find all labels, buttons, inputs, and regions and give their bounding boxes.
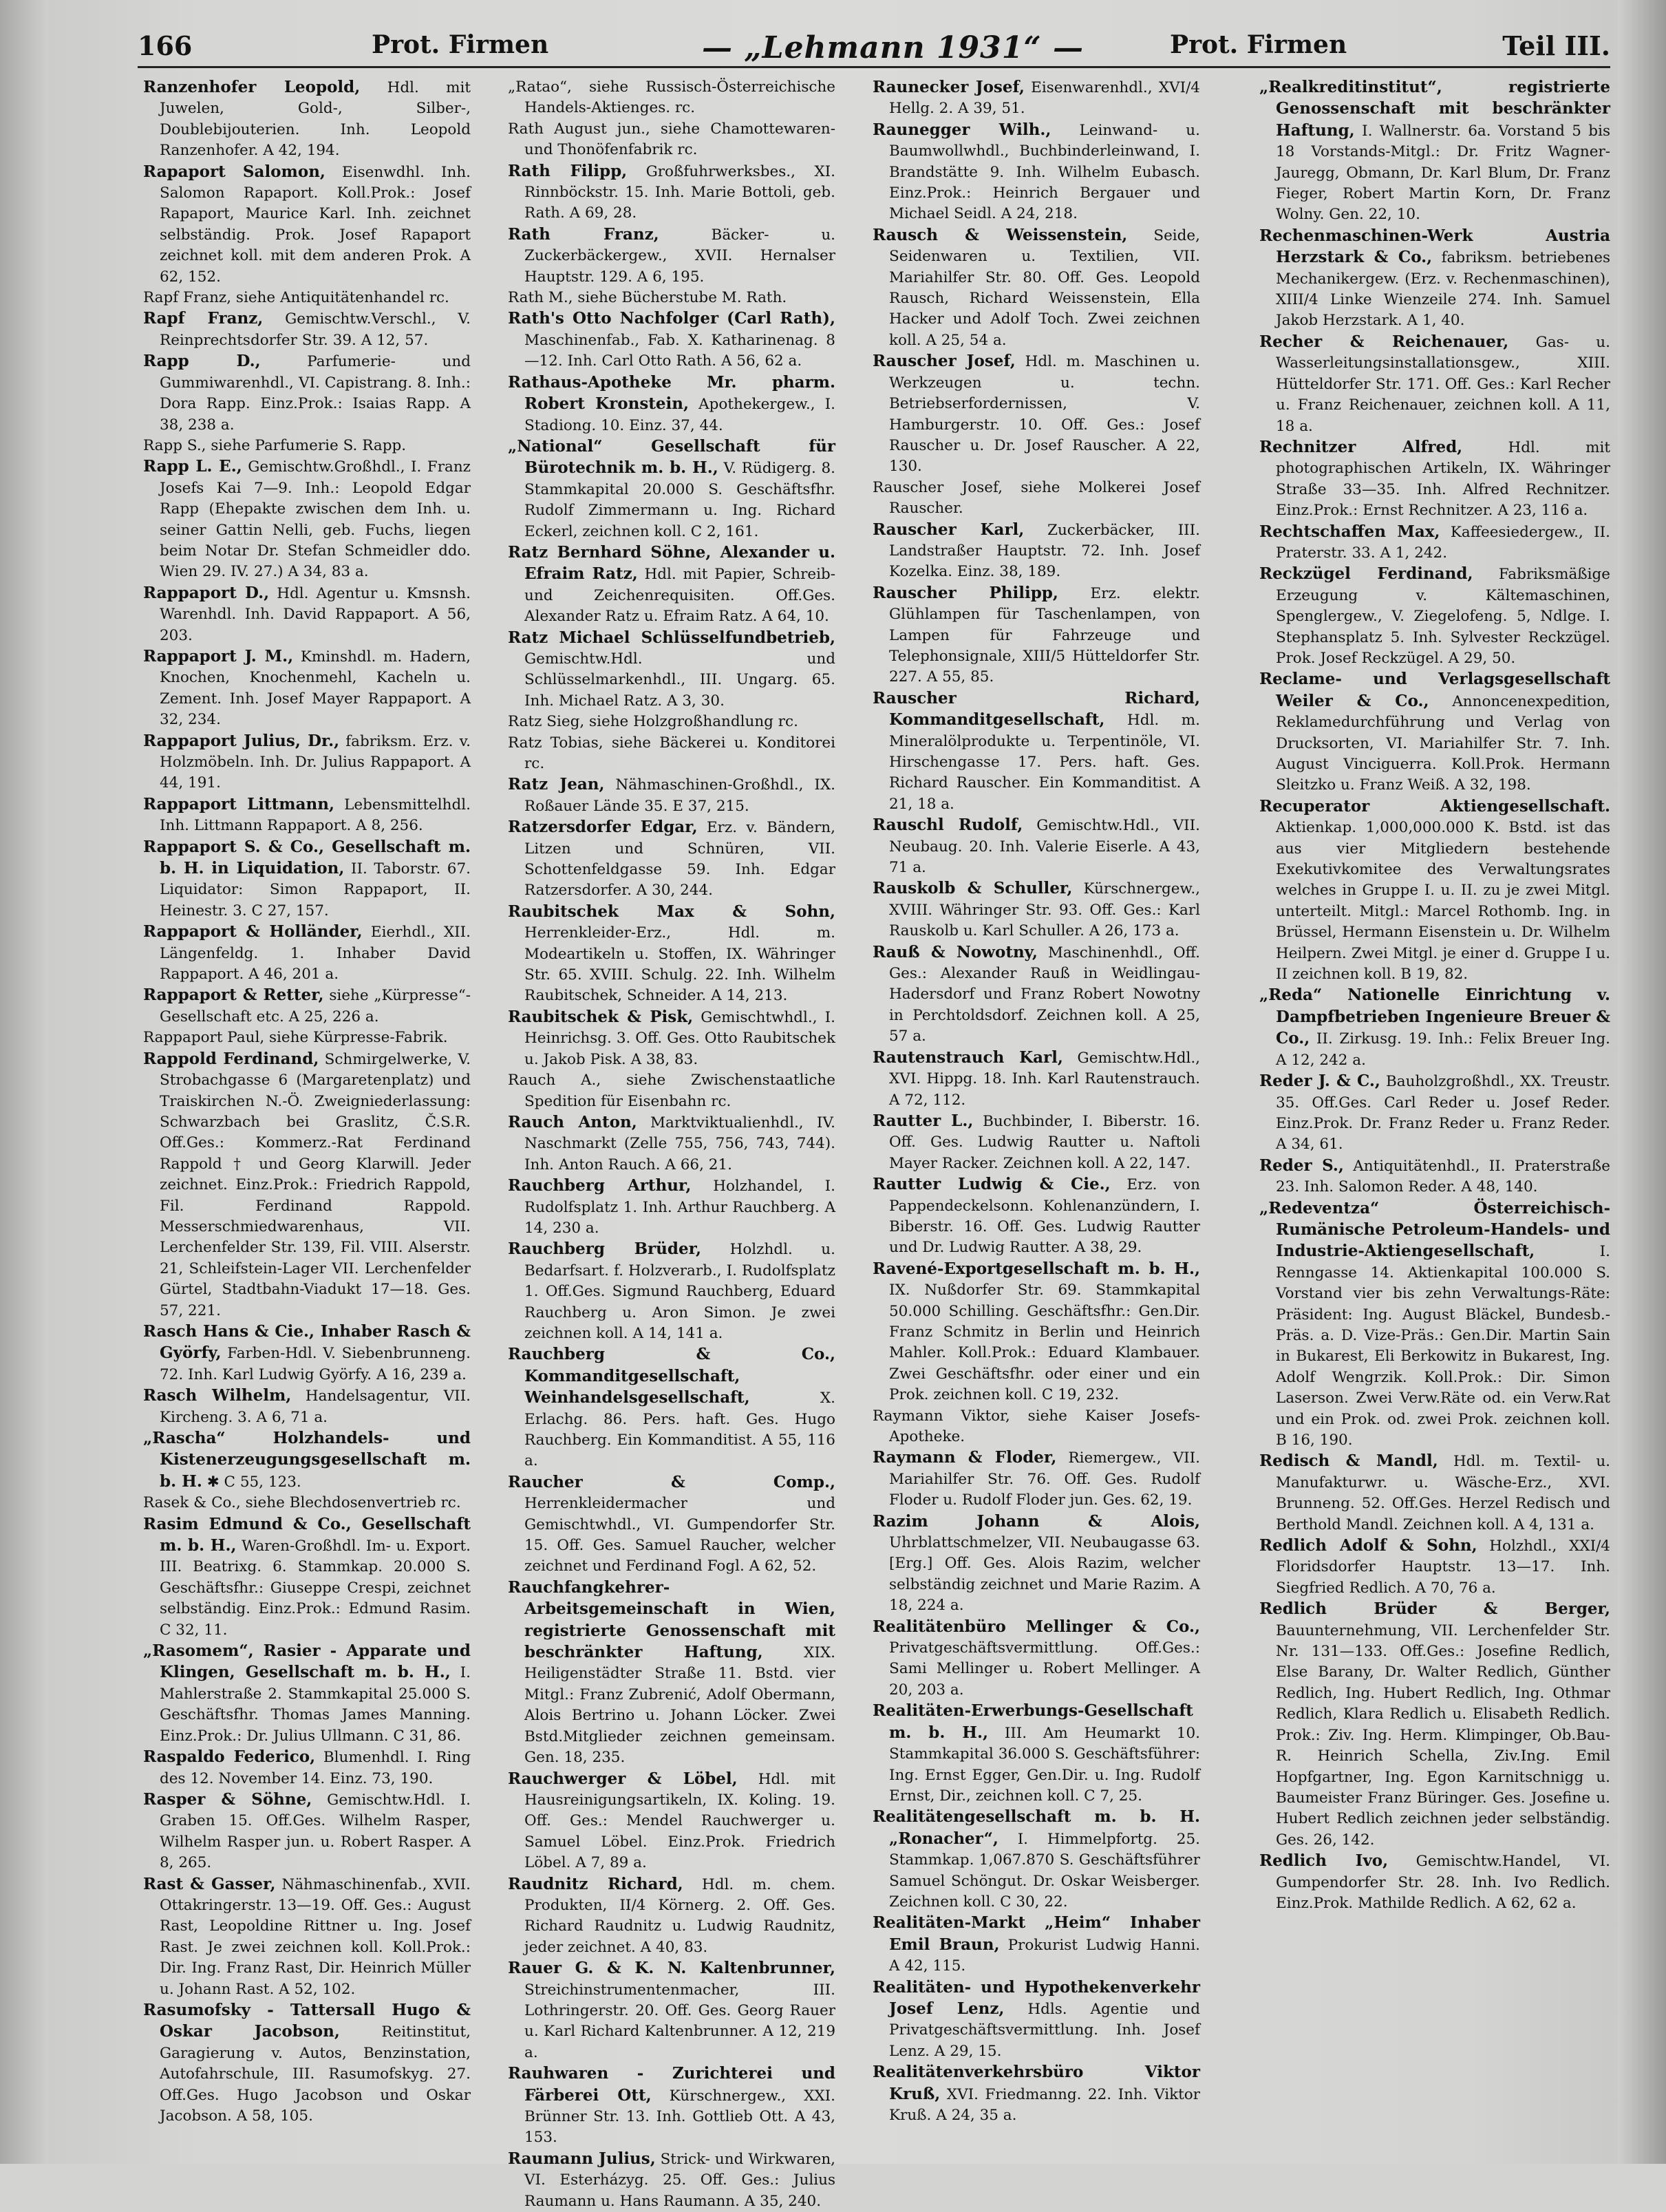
directory-entry [873,478,1200,520]
directory-entry [508,1070,835,1112]
entry-text: Marktviktualienhdl., IV. Naschmarkt (Zelle 755, 756, 743, 744). Inh. Anton Rauch. A 66, 21. [524,1114,836,1173]
directory-entry [508,902,835,1007]
entry-text: Kürschnergew., XVIII. Währinger Str. 93. Off. Ges.: Karl Rauskolb u. Karl Schuller. A 26, 173 a. [889,880,1200,940]
directory-entry [873,1701,1200,1807]
entry-text: Hdl. Agentur u. Kmsnsh. Warenhdl. Inh. David Rappaport. A 56, 203. [160,584,471,644]
directory-entry [1259,332,1610,437]
firm-name: Rappaport Littmann, [143,794,334,813]
firm-name: Realitäten-Markt „Heim“ Inhaber Emil Braun, [873,1913,1200,1954]
entry-text: Gas- u. Wasserleitungsinstallationsgew., XIII. Hütteldorfer Str. 171. Off. Ges.: Karl Recher u. Franz Reichenauer, zeichnen koll. A 11, 18 a. [1276,333,1610,435]
entry-text: ✱ C 55, 123. [206,1473,301,1491]
firm-name: Rausch & Weissenstein, [873,225,1128,244]
directory-entry [508,817,835,902]
directory-entry [508,1472,835,1577]
entry-text: II. Zirkusg. 19. Inh.: Felix Breuer Ing. A 12, 242 a. [1276,1030,1610,1069]
entry-text: Riemergew., VII. Mariahilfer Str. 76. Off. Ges. Rudolf Floder u. Rudolf Floder jun. Ges. 62, 19. [889,1449,1200,1509]
firm-name: Rauchberg Arthur, [508,1176,692,1195]
firm-name: Redlich Ivo, [1259,1851,1389,1871]
firm-name: Rasim Edmund & Co., Gesellschaft m. b. H., [143,1514,471,1555]
directory-entry [1259,1156,1610,1198]
entry-text: Aktienkap. 1,000,000.000 K. Bstd. ist das aus vier Mitgliedern bestehende Exekutivkomitee des Verwaltungsrates welches in Gruppe I. u. II. zu je zwei Mitgl. unterteilt. Mitgl.: Marcel Rothomb. Ing. in Brüssel, Hermann Eisenstein u. Dr. Wilhelm Heilpern. Zwei Mitgl. je einer d. Gruppe I u. II zeichnen koll. B 19, 82. [1276,819,1610,983]
directory-entry [873,815,1200,878]
entry-text: XIX. Heiligenstädter Straße 11. Bstd. vier Mitgl.: Franz Zubrenić, Adolf Obermann, Alois Bertrino u. Johann Löcker. Zwei Bstd.Mitglieder zeichnen gemeinsam. Gen. 18, 235. [524,1644,835,1767]
directory-entry [143,162,471,288]
firm-name: Realitäten- und Hypothekenverkehr Josef Lenz, [873,1977,1200,2018]
entry-text: Kürschnergew., XXI. Brünner Str. 13. Inh. Gottlieb Ott. A 43, 153. [524,2087,836,2147]
firm-name: „Rascha“ Holzhandels- und Kistenerzeugungsgesellschaft m. b. H. [143,1429,471,1491]
entry-text: Ratz Sieg, siehe Holzgroßhandlung rc. [508,713,798,731]
directory-entry [508,119,835,161]
column-4 [1259,77,1610,2135]
entry-text: Zuckerbäcker, III. Landstraßer Hauptstr. 72. Inh. Josef Kozelka. Einz. 38, 189. [889,521,1200,581]
entry-text: Großfuhrwerksbes., XI. Rinnböckstr. 15. Inh. Marie Bottoli, geb. Rath. A 69, 28. [524,162,835,222]
directory-entry [508,2149,835,2212]
entry-text: Uhrblattschmelzer, VII. Neubaugasse 63. [Erg.] Off. Ges. Alois Razim, welcher selbständig zeichnet und Marie Razim. A 18, 224 a. [889,1534,1200,1615]
directory-entry [873,225,1200,351]
firm-name: Rathaus-Apotheke Mr. pharm. Robert Kronstein, [508,372,835,414]
firm-name: Redisch & Mandl, [1259,1451,1438,1471]
directory-entry [873,351,1200,477]
directory-entry [873,1977,1200,2063]
firm-name: Ratz Jean, [508,775,605,794]
directory-entry [508,2063,835,2149]
header-right-title: Prot. Firmen [1170,30,1347,59]
firm-name: Ratzersdorfer Edgar, [508,818,698,837]
directory-entry [508,436,835,542]
firm-name: Raunegger Wilh., [873,120,1051,139]
entry-text: Gemischtw.Hdl. und Schlüsselmarkenhdl., III. Ungarg. 65. Inh. Michael Ratz. A 3, 30. [524,650,835,710]
directory-entry [508,733,835,775]
firm-name: Rauhwaren - Zurichterei und Färberei Ott, [508,2064,835,2105]
firm-name: Ratz Bernhard Söhne, Alexander u. Efraim Ratz, [508,542,835,584]
directory-entry [143,1428,471,1493]
firm-name: Reder S., [1259,1156,1344,1175]
firm-name: Rautenstrauch Karl, [873,1047,1063,1067]
directory-entry [1259,1599,1610,1851]
directory-entry [143,77,471,162]
entry-text: Erz. elektr. Glühlampen für Taschenlampen, von Lampen für Fahrzeuge und Telephonsignale, XIII/5 Hütteldorfer Str. 227. A 55, 85. [889,584,1201,686]
entry-text: Rauch A., siehe Zwischenstaatliche Spedition für Eisenbahn rc. [508,1072,835,1110]
entry-text: Kminshdl. m. Hadern, Knochen, Knochenmehl, Kacheln u. Zement. Inh. Josef Mayer Rappaport. A 32, 234. [160,648,471,729]
entry-text: I. Mahlerstraße 2. Stammkapital 25.000 S. Geschäftsfhr. Thomas James Manning. Einz.Prok.: Dr. Julius Ullmann. C 31, 86. [160,1664,471,1745]
firm-name: Rauscher Karl, [873,520,1025,539]
entry-text: Rauscher Josef, siehe Molkerei Josef Rauscher. [873,478,1200,518]
firm-name: Rast & Gasser, [143,1874,276,1893]
firm-name: Rechenmaschinen-Werk Austria Herzstark & Co., [1259,226,1610,267]
directory-entry [143,2000,471,2127]
directory-entry [1259,522,1610,564]
firm-name: „National“ Gesellschaft für Bürotechnik m. b. H., [508,436,835,478]
entry-text: Hdl. mit Juwelen, Gold-, Silber-, Doublebijouterien. Inh. Leopold Ranzenhofer. A 42, 194. [160,79,471,160]
directory-entry [1259,985,1610,1071]
entry-text: Annoncenexpedition, Reklamedurchführung und Verlag von Drucksorten, VI. Mariahilfer Str. 7. Inh. August Vinciguerra. Koll.Prok. Hermann Sleitzko u. Franz Weiß. A 32, 198. [1276,692,1610,794]
entry-text: Gemischtw.Hdl., VII. Neubaug. 20. Inh. Valerie Eiserle. A 43, 71 a. [889,817,1200,877]
directory-entry [143,794,471,837]
directory-entry [1259,226,1610,332]
firm-name: Rapp D., [143,352,261,371]
entry-text: Raymann Viktor, siehe Kaiser Josefs-Apotheke. [873,1407,1200,1445]
entry-text: Gemischtw.Hdl. I. Graben 15. Off.Ges. Wilhelm Rasper, Wilhelm Rasper jun. u. Robert Rasper. A 8, 265. [160,1791,471,1872]
entry-text: Hdl. mit Hausreinigungsartikeln, IX. Koling. 19. Off. Ges.: Mendel Rauchwerger u. Samuel Löbel. Einz.Prok. Friedrich Löbel. A 7, 89 a. [524,1770,835,1872]
entry-text: I. Wallnerstr. 6a. Vorstand 5 bis 18 Vorstands-Mitgl.: Dr. Fritz Wagner-Jauregg, Obmann, Dr. Karl Blum, Dr. Franz Fieger, Robert Martin Korn, Dr. Franz Wolny. Gen. 22, 10. [1276,122,1610,224]
firm-name: Rasch Hans & Cie., Inhaber Rasch & Györfy, [143,1321,471,1363]
directory-entry [143,1385,471,1428]
directory-entry [143,1789,471,1874]
directory-entry [143,1321,471,1385]
directory-entry [143,646,471,731]
directory-entry [873,1259,1200,1406]
directory-entry [873,1913,1200,1977]
directory-entry [873,520,1200,583]
entry-text: Rapp S., siehe Parfumerie S. Rapp. [143,436,407,454]
directory-entry [1259,1451,1610,1535]
directory-entry [508,1958,835,2063]
entry-text: Farben-Hdl. V. Siebenbrunneng. 72. Inh. Karl Ludwig Györfy. A 16, 239 a. [160,1345,471,1383]
firm-name: Rauscher Josef, [873,352,1016,371]
directory-entry [143,288,471,308]
entry-text: Apothekergew., I. Stadiong. 10. Einz. 37, 44. [524,396,835,434]
firm-name: Rautter L., [873,1111,974,1130]
header-title: — „Lehmann 1931“ — [702,30,1085,65]
entry-text: Holzhandel, I. Rudolfsplatz 1. Inh. Arthur Rauchberg. A 14, 230 a. [524,1178,835,1237]
directory-entry [1259,796,1610,986]
firm-name: Raunecker Josef, [873,78,1025,96]
firm-name: Rauscher Philipp, [873,583,1058,602]
directory-entry [508,774,835,817]
entry-text: Fabriksmäßige Erzeugung v. Kältemaschinen, Spenglergew., V. Ziegelofeng. 5, Ndlge. I. Stephansplatz 5. Inh. Sylvester Reckzügel. Prok. Josef Reckzügel. A 29, 50. [1276,566,1610,667]
directory-entry [873,583,1200,688]
directory-entry [873,2062,1200,2126]
entry-text: Hdl. mit photographischen Artikeln, IX. Währinger Straße 33—35. Inh. Alfred Rechnitzer. Einz.Prok.: Ernst Rechnitzer. A 23, 116 a. [1276,438,1611,520]
directory-entry [143,922,471,985]
entry-text: siehe „Kürpresse“-Gesellschaft etc. A 25, 226 a. [160,987,471,1025]
firm-name: Realitätengesellschaft m. b. H. „Ronacher“, [873,1807,1200,1848]
directory-entry [508,1112,835,1176]
firm-name: Redlich Brüder & Berger, [1259,1599,1610,1619]
entry-text: XVI. Friedmanng. 22. Inh. Viktor Kruß. A 24, 35 a. [889,2085,1200,2124]
entry-text: fabriksm. betriebenes Mechanikergew. (Erz. v. Rechenmaschinen), XIII/4 Linke Wienzeile 274. Inh. Samuel Jakob Herzstark. A 1, 40. [1276,249,1611,330]
entry-text: Bauunternehmung, VII. Lerchenfelder Str. Nr. 131—133. Off.Ges.: Josefine Redlich, Else Barany, Dr. Walter Redlich, Günther Redlich, Ing. Hubert Redlich, Ing. Othmar Redlich, Klara Redlich u. Elisabeth Redlich. Prok.: Ziv. Ing. Herm. Klimpinger, Ob.Bau-R. Heinrich Schella, Ziv.Ing. Emil Hopfgartner, Ing. Egon Karnitschnigg u. Baumeister Franz Büringer. Ges. Josefine u. Hubert Redlich zeichnen jeder selbständig. Ges. 26, 142. [1276,1621,1610,1849]
firm-name: Rapf Franz, [143,309,264,328]
directory-entry [873,942,1200,1047]
entry-text: Gemischtw.Verschl., V. Reinprechtsdorfer Str. 39. A 12, 57. [160,310,471,349]
entry-text: I. Himmelpfortg. 25. Stammkap. 1,067.870 S. Geschäftsführer Samuel Schöngut. Dr. Oskar Weisberger. Zeichnen koll. C 30, 22. [889,1830,1200,1911]
firm-name: Rauscher Richard, Kommanditgesellschaft, [873,688,1200,730]
entry-text: Prokurist Ludwig Hanni. A 42, 115. [889,1936,1200,1975]
entry-text: Gemischtw.Handel, VI. Gumpendorfer Str. 28. Inh. Ivo Redlich. Einz.Prok. Mathilde Redlich. A 62, 62 a. [1276,1853,1610,1912]
directory-entry [508,1577,835,1769]
entry-text: Erz. von Pappendeckelsonn. Kohlenanzündern, I. Biberstr. 16. Off. Ges. Ludwig Rautter und Dr. Ludwig Rautter. A 38, 29. [889,1176,1200,1257]
firm-name: Rasumofsky - Tattersall Hugo & Oskar Jacobson, [143,2000,471,2041]
entry-text: Eisenwarenhdl., XVI/4 Hellg. 2. A 39, 51. [889,79,1200,118]
entry-text: Blumenhdl. I. Ring des 12. November 14. Einz. 73, 190. [160,1749,471,1787]
directory-entry [873,1047,1200,1111]
entry-text: III. Am Heumarkt 10. Stammkapital 36.000 S. Geschäftsführer: Ing. Ernst Egger, Gen.Dir. u. Ing. Rudolf Ernst, Dir., zeichnen koll. C 7, 25. [889,1724,1200,1805]
directory-entry [508,308,835,372]
entry-text: Nähmaschinenfab., XVII. Ottakringerstr. 13—19. Off. Ges.: August Rast, Leopoldine Rittner u. Ing. Josef Rast. Je zwei zeichnen koll. Koll.Prok.: Dir. Ing. Franz Rast, Dir. Heinrich Müller u. Johann Rast. A 52, 102. [160,1875,471,1998]
entry-text: Hdl. m. Textil- u. Manufakturwr. u. Wäsche-Erz., XVI. Brunneng. 52. Off.Ges. Herzel Redisch und Berthold Mandl. Zeichnen koll. A 4, 131 a. [1276,1453,1611,1533]
entry-text: Rappaport Paul, siehe Kürpresse-Fabrik. [143,1029,448,1047]
column-2 [508,77,836,2210]
entry-text: Gemischtw.Hdl., XVI. Hippg. 18. Inh. Karl Rautenstrauch. A 72, 112. [889,1049,1200,1109]
column-1 [143,77,471,2135]
entry-text: Bäcker- u. Zuckerbäckergew., XVII. Hernalser Hauptstr. 129. A 6, 195. [524,226,835,286]
entry-text: Waren-Großhdl. Im- u. Export. III. Beatrixg. 6. Stammkap. 20.000 S. Geschäftsfhr.: Giuseppe Crespi, zeichnet selbständig. Einz.Prok.: Edmund Rasim. C 32, 11. [160,1538,471,1639]
firm-name: Rappaport S. & Co., Gesellschaft m. b. H. in Liquidation, [143,837,471,878]
directory-entry [508,372,835,436]
entry-text: Rath August jun., siehe Chamottewaren- und Thonöfenfabrik rc. [508,120,835,159]
entry-text: Parfumerie- und Gummiwarenhdl., VI. Capistrang. 8. Inh.: Dora Rapp. Einz.Prok.: Isaias Rapp. A 38, 238 a. [160,353,471,434]
firm-name: Rauß & Nowotny, [873,942,1038,961]
directory-entry [143,1028,471,1048]
directory-entry [143,583,471,646]
entry-text: Handelsagentur, VII. Kircheng. 3. A 6, 71 a. [160,1387,471,1426]
right-page-edge [1618,0,1666,2164]
firm-name: Redlich Adolf & Sohn, [1259,1536,1477,1555]
firm-name: Rath Franz, [508,224,659,244]
directory-entry [1259,437,1610,522]
entry-text: fabriksm. Erz. v. Holzmöbeln. Inh. Dr. Julius Rappaport. A 44, 191. [160,732,471,792]
directory-entry [1259,1198,1610,1451]
entry-text: Schmirgelwerke, V. Strobachgasse 6 (Margaretenplatz) und Traiskirchen N.-Ö. Zweigniederlassung: Schwarzbach bei Graslitz, Č.S.R. Off.Ges.: Kommerz.-Rat Ferdinand Rappold † und Georg Klarwill. Jeder zeichnet. Einz.Prok.: Friedrich Rappold, Fil. Ferdinand Rappold. Messerschmiedwarenhaus, VII. Lerchenfelder Str. 139, Fil. VIII. Alserstr. 21, Schleifstein-Lager VII. Lerchenfelder Gürtel, Stadtbahn-Viadukt 17—18. Ges. 57, 221. [160,1050,471,1319]
entry-text: I. Renngasse 14. Aktienkapital 100.000 S. Vorstand vier bis zehn Verwaltungs-Räte: Präsident: Ing. August Bläckel, Bundesb.-Präs. a. D. Vize-Präs.: Gen.Dir. Martin Sain in Bukarest, Eli Berkowitz in Bukarest, Ing. Adolf Wengrzik. Koll.Prok.: Dir. Simon Laserson. Zwei Verw.Räte od. ein Verw.Rat und ein Prok. od. zwei Prok. zeichnen koll. B 16, 190. [1276,1243,1610,1449]
header-left-title: Prot. Firmen [372,30,549,59]
firm-name: Rechnitzer Alfred, [1259,437,1463,456]
directory-entry [143,436,471,456]
directory-entry [873,1617,1200,1701]
firm-name: Rauch Anton, [508,1112,637,1131]
entry-text: Reitinstitut, Garagierung v. Autos, Benzinstation, Autofahrschule, III. Rasumofskyg. 27. Off.Ges. Hugo Jacobson und Oskar Jacobson. A 58, 105. [160,2023,471,2125]
directory-entry [143,985,471,1028]
directory-entry [508,1176,835,1239]
directory-entry [1259,77,1610,226]
entry-text: Hdl. m. chem. Produkten, II/4 Körnerg. 2. Off. Ges. Richard Raudnitz u. Ludwig Raudnitz, jeder zeichnet. A 40, 83. [524,1875,835,1956]
directory-entry [1259,1071,1610,1156]
directory-entry [143,731,471,794]
entry-text: Strick- und Wirkwaren, VI. Esterházyg. 25. Off. Ges.: Julius Raumann u. Hans Raumann. A 35, 240. [524,2150,835,2210]
directory-entry [508,1344,835,1471]
directory-entry [873,1807,1200,1913]
firm-name: Rautter Ludwig & Cie., [873,1175,1111,1194]
firm-name: Raubitschek Max & Sohn, [508,902,835,921]
entry-text: IX. Nußdorfer Str. 69. Stammkapital 50.000 Schilling. Geschäftsfhr.: Gen.Dir. Franz Schmitz in Berlin und Heinrich Mahler. Koll.Prok.: Eduard Klambauer. Zwei Geschäftsfhr. oder einer und ein Prok. zeichnen koll. C 19, 232. [889,1282,1200,1404]
firm-name: Raubitschek & Pisk, [508,1007,694,1026]
firm-name: Rath's Otto Nachfolger (Carl Rath), [508,309,835,328]
entry-text: Hdl. mit Papier, Schreib- und Zeichenrequisiten. Off.Ges. Alexander Ratz u. Efraim Ratz. A 64, 10. [524,566,835,626]
firm-name: Reclame- und Verlagsgesellschaft Weiler & Co., [1259,670,1610,710]
entry-text: Kaffeesiedergew., II. Praterstr. 33. A 1, 242. [1276,523,1610,562]
directory-entry [508,224,835,288]
firm-name: Ranzenhofer Leopold, [143,78,361,96]
firm-name: Raspaldo Federico, [143,1747,316,1767]
entry-text: Hdl. m. Maschinen u. Werkzeugen u. techn. Betriebserfordernissen, V. Hamburgerstr. 10. Off. Ges.: Josef Rauscher u. Dr. Josef Rauscher. A 22, 130. [889,353,1200,476]
entry-text: Streichinstrumentenmacher, III. Lothringerstr. 20. Off. Ges. Georg Rauer u. Karl Richard Kaltenbrunner. A 12, 219 a. [524,1981,835,2061]
firm-name: Rapp L. E., [143,457,242,476]
entry-text: II. Taborstr. 67. Liquidator: Simon Rappaport, II. Heinestr. 3. C 27, 157. [160,860,471,919]
directory-entry [873,1511,1200,1617]
directory-entry [873,77,1200,120]
directory-entry [508,542,835,628]
firm-name: Razim Johann & Alois, [873,1511,1200,1531]
firm-name: Recher & Reichenauer, [1259,332,1509,351]
entry-text: Nähmaschinen-Großhdl., IX. Roßauer Lände 35. E 37, 215. [524,776,836,815]
entry-text: Lebensmittelhdl. Inh. Littmann Rappaport. A 8, 256. [160,796,471,835]
entry-text: Herrenkleidermacher und Gemischtwhdl., VI. Gumpendorfer Str. 15. Off. Ges. Samuel Raucher, welcher zeichnet und Ferdinand Fogl. A 62, 52. [524,1495,835,1575]
directory-entry [508,628,835,712]
firm-name: Raucher & Comp., [508,1472,835,1491]
entry-text: Eierhdl., XII. Längenfeldg. 1. Inhaber David Rappaport. A 46, 201 a. [160,924,471,983]
firm-name: Rappold Ferdinand, [143,1049,319,1068]
firm-name: „Reda“ Nationelle Einrichtung v. Dampfbetrieben Ingenieure Breuer & Co., [1259,986,1610,1048]
firm-name: Rauchberg Brüder, [508,1240,702,1259]
entry-text: Gemischtw.Großhdl., I. Franz Josefs Kai 7—9. Inh.: Leopold Edgar Rapp (Ehepakte zwischen dem Inh. u. seiner Gattin Nelli, geb. Fuchs, liegen beim Notar Dr. Stefan Schmeidler ddo. Wien 29. IV. 27.) A 34, 83 a. [160,458,471,581]
left-page-edge [0,0,48,2164]
firm-name: Rappaport & Holländer, [143,922,363,942]
directory-entry [143,837,471,922]
firm-name: Rauskolb & Schuller, [873,879,1073,898]
directory-entry [508,712,835,732]
firm-name: Rauschl Rudolf, [873,816,1023,835]
directory-entry [143,1641,471,1747]
directory-entry [508,1769,835,1874]
entry-text: Leinwand- u. Baumwollwhdl., Buchbinderleinwand, I. Brandstätte 9. Inh. Wilhelm Eubasch. Einz.Prok.: Heinrich Bergauer und Michael Seidl. A 24, 218. [889,121,1200,223]
firm-name: Rappaport & Retter, [143,986,324,1005]
firm-name: Rath Filipp, [508,161,628,180]
directory-entry [143,1049,471,1321]
firm-name: Rauchfangkehrer-Arbeitsgemeinschaft in Wien, registrierte Genossenschaft mit beschränkter Haftung, [508,1577,835,1662]
directory-entry [143,456,471,582]
directory-entry [873,120,1200,225]
firm-name: Rauchberg & Co., Kommanditgesellschaft, Weinhandelsgesellschaft, [508,1345,835,1407]
firm-name: „Rasomem“, Rasier - Apparate und Klingen, Gesellschaft m. b. H., [143,1641,471,1682]
directory-entry [143,308,471,351]
directory-entry [873,1111,1200,1174]
directory-entry [508,288,835,308]
entry-text: Herrenkleider-Erz., Hdl. m. Modeartikeln u. Stoffen, IX. Währinger Str. 65. XVIII. Schulg. 22. Inh. Wilhelm Raubitschek, Schneider. A 14, 213. [524,924,835,1005]
header-rule [138,66,1610,68]
entry-text: Buchbinder, I. Biberstr. 16. Off. Ges. Ludwig Rautter u. Naftoli Mayer Racker. Zeichnen koll. A 22, 147. [889,1112,1200,1172]
directory-entry [143,1874,471,2000]
entry-text: Rapf Franz, siehe Antiquitätenhandel rc. [143,289,449,307]
entry-text: Antiquitätenhdl., II. Praterstraße 23. Inh. Salomon Reder. A 48, 140. [1276,1157,1610,1196]
entry-text: Maschinenfab., Fab. X. Katharinenag. 8—12. Inh. Carl Otto Rath. A 56, 62 a. [524,331,835,370]
entry-text: Hdl. m. Mineralölprodukte u. Terpentinöle, VI. Hirschengasse 17. Pers. haft. Ges. Richard Rauscher. Ein Kommanditist. A 21, 18 a. [889,712,1200,813]
firm-name: „Realkreditinstitut“, registrierte Genossenschaft mit beschränkter Haftung, [1259,78,1610,140]
entry-text: X. Erlachg. 86. Pers. haft. Ges. Hugo Rauchberg. Ein Kommanditist. A 55, 116 a. [524,1390,835,1470]
volume-label: Teil III. [1502,30,1610,61]
entry-text: Privatgeschäftsvermittlung. Off.Ges.: Sami Mellinger u. Robert Mellinger. A 20, 203 a. [889,1639,1200,1699]
firm-name: Raymann & Floder, [873,1448,1057,1467]
firm-name: Rechtschaffen Max, [1259,522,1440,541]
firm-name: Reder J. & C., [1259,1072,1380,1091]
directory-entry [508,161,835,224]
entry-text: Eisenwdhl. Inh. Salomon Rapaport. Koll.Prok.: Josef Rapaport, Maurice Karl. Inh. zeichnet selbständig. Prok. Josef Rapaport zeichnet koll. mit dem anderen Prok. A 62, 152. [160,163,471,286]
firm-name: Raudnitz Richard, [508,1874,683,1893]
column-3 [873,77,1200,2135]
firm-name: Realitätenverkehrsbüro Viktor Kruß, [873,2063,1200,2103]
page-header [138,30,1610,66]
directory-entry [1259,669,1610,796]
firm-name: Rappaport Julius, Dr., [143,731,340,750]
entry-text: Erz. v. Bändern, Litzen und Schnüren, VII. Schottenfeldgasse 59. Inh. Edgar Ratzersdorfer. A 30, 244. [524,819,835,900]
directory-entry [143,1514,471,1641]
directory-entry [873,1447,1200,1511]
entry-text: Gemischtwhdl., I. Heinrichsg. 3. Off. Ges. Otto Raubitschek u. Jakob Pisk. A 38, 83. [524,1008,835,1068]
entry-text: Holzhdl. u. Bedarfsart. f. Holzverarb., I. Rudolfsplatz 1. Off.Ges. Sigmund Rauchberg, Eduard Rauchberg u. Aron Simon. Je zwei zeichnen koll. A 14, 141 a. [524,1241,835,1342]
directory-entry [873,878,1200,942]
firm-name: Recuperator Aktiengesellschaft. [1259,796,1610,816]
directory-entry [1259,1535,1610,1599]
entry-text: V. Rüdigerg. 8. Stammkapital 20.000 S. Geschäftsfhr. Rudolf Zimmermann u. Ing. Richard Eckerl, zeichnen koll. C 2, 161. [524,460,835,540]
firm-name: Realitäten-Erwerbungs-Gesellschaft m. b. H., [873,1701,1193,1742]
entry-text: Rasek & Co., siehe Blechdosenvertrieb rc. [143,1494,461,1512]
directory-entry [143,1747,471,1789]
firm-name: Reckzügel Ferdinand, [1259,564,1473,584]
directory-entry [873,1406,1200,1448]
entry-text: Bauholzgroßhdl., XX. Treustr. 35. Off.Ges. Carl Reder u. Josef Reder. Einz.Prok. Dr. Franz Reder u. Franz Reder. A 34, 61. [1276,1073,1610,1153]
firm-name: Rapaport Salomon, [143,162,325,181]
firm-name: Ravené-Exportgesellschaft m. b. H., [873,1259,1200,1278]
entry-text: Seide, Seidenwaren u. Textilien, VII. Mariahilfer Str. 80. Off. Ges. Leopold Rausch, Richard Weissenstein, Ella Hacker und Adolf Toch. Zwei zeichnen koll. A 25, 54 a. [889,226,1200,349]
directory-entry [143,1493,471,1513]
entry-text: Holzhdl., XXI/4 Floridsdorfer Hauptstr. 13—17. Inh. Siegfried Redlich. A 70, 76 a. [1276,1538,1610,1597]
firm-name: Raumann Julius, [508,2149,656,2168]
firm-name: Rappaport D., [143,583,270,602]
directory-entry [508,1007,835,1070]
firm-name: Rauer G. & K. N. Kaltenbrunner, [508,1959,835,1978]
directory-entry [1259,1851,1610,1914]
directory-entry [1259,564,1610,669]
firm-name: Rappaport J. M., [143,646,294,666]
directory-entry [873,688,1200,815]
firm-name: Ratz Michael Schlüsselfundbetrieb, [508,628,835,647]
entry-text: „Ratao“, siehe Russisch-Österreichische Handels-Aktienges. rc. [508,78,835,117]
entry-text: Maschinenhdl., Off. Ges.: Alexander Rauß in Weidlingau-Hadersdorf und Franz Robert Nowotny in Perchtoldsdorf. Zeichnen koll. A 25, 57 a. [889,944,1200,1045]
directory-entry [143,351,471,436]
page-number: 166 [138,30,193,61]
directory-entry [508,1874,835,1959]
directory-entry [508,77,835,119]
firm-name: Realitätenbüro Mellinger & Co., [873,1617,1200,1636]
firm-name: Rauchwerger & Löbel, [508,1769,738,1788]
firm-name: „Redeventza“ Österreichisch-Rumänische Petroleum-Handels- und Industrie-Aktiengesellschaft, [1259,1198,1610,1261]
directory-entry [873,1174,1200,1259]
firm-name: Rasch Wilhelm, [143,1386,292,1405]
entry-text: Hdls. Agentie und Privatgeschäftsvermittlung. Inh. Josef Lenz. A 29, 15. [889,2000,1201,2060]
entry-text: Rath M., siehe Bücherstube M. Rath. [508,289,787,307]
firm-name: Rasper & Söhne, [143,1789,312,1809]
entry-text: Ratz Tobias, siehe Bäckerei u. Konditorei rc. [508,734,835,772]
directory-entry [508,1239,835,1344]
